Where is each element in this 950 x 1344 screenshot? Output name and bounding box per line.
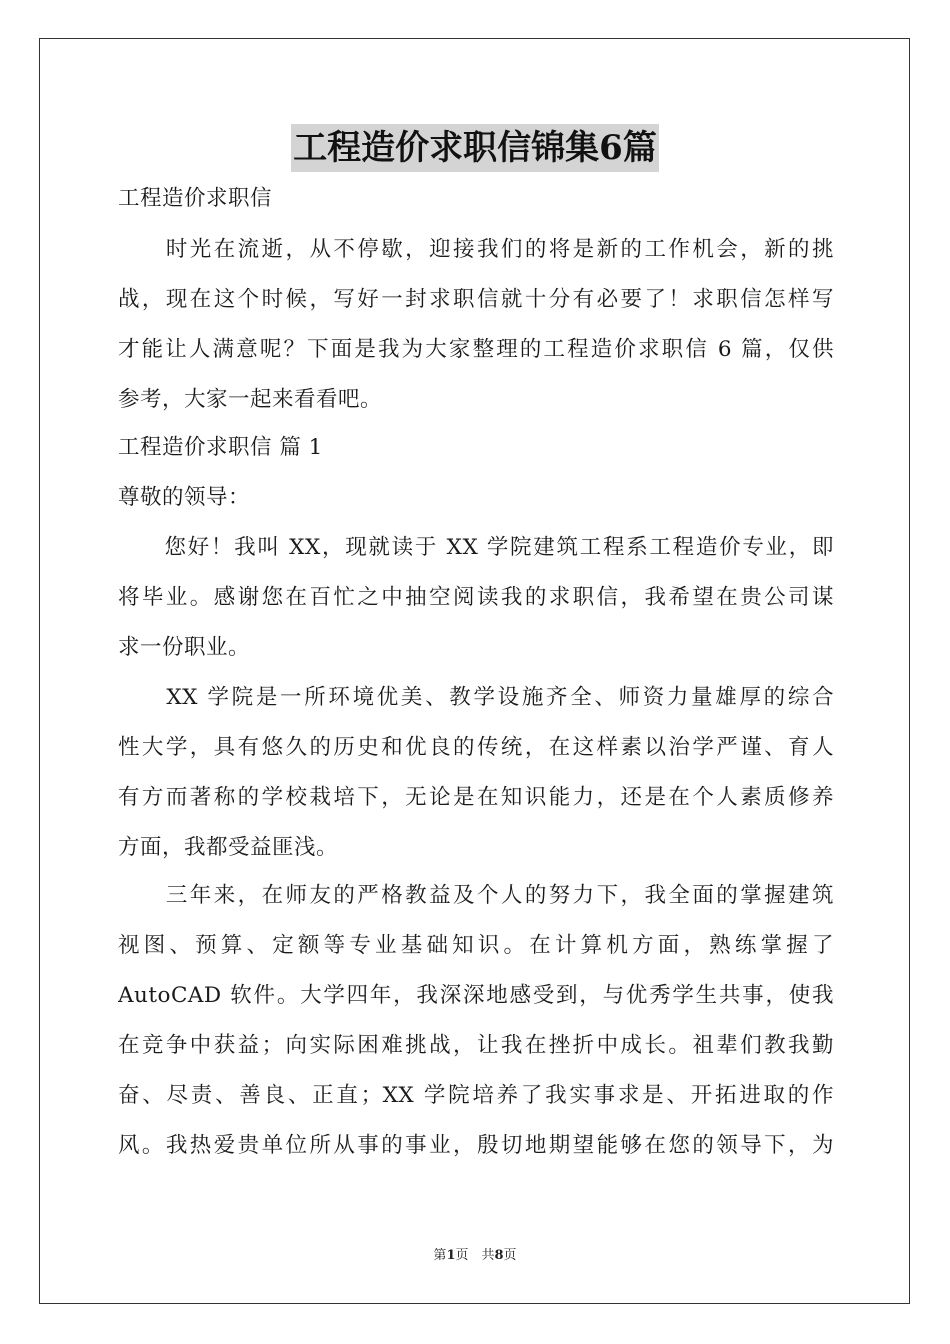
paragraph-line: 性大学，具有悠久的历史和优良的传统，在这样素以治学严谨、育人 — [118, 735, 834, 760]
paragraph-line: 求一份职业。 — [118, 635, 251, 660]
paragraph-line: AutoCAD 软件。大学四年，我深深地感受到，与优秀学生共事，使我 — [118, 983, 834, 1008]
paragraph-line: XX 学院是一所环境优美、教学设施齐全、师资力量雄厚的综合 — [118, 685, 834, 710]
paragraph-line: 在竞争中获益；向实际困难挑战，让我在挫折中成长。祖辈们教我勤 — [118, 1033, 834, 1058]
page-footer — [0, 1247, 950, 1265]
paragraph-line: 方面，我都受益匪浅。 — [118, 835, 339, 860]
page-frame — [39, 38, 910, 1304]
salutation: 尊敬的领导： — [118, 485, 251, 510]
page-mid: 页 共 — [455, 1248, 495, 1263]
paragraph-line: 有方而著称的学校栽培下，无论是在知识能力，还是在个人素质修养 — [118, 785, 834, 810]
section-heading: 工程造价求职信 篇 1 — [118, 435, 323, 460]
paragraph-line: 您好！我叫 XX，现就读于 XX 学院建筑工程系工程造价专业，即 — [118, 535, 834, 560]
paragraph-line: 风。我热爱贵单位所从事的事业，殷切地期望能够在您的领导下，为 — [118, 1133, 834, 1158]
paragraph-line: 时光在流逝，从不停歇，迎接我们的将是新的工作机会，新的挑 — [118, 237, 834, 262]
paragraph-line: 视图、预算、定额等专业基础知识。在计算机方面，熟练掌握了 — [118, 933, 834, 958]
paragraph-line: 参考，大家一起来看看吧。 — [118, 387, 383, 412]
paragraph-line: 才能让人满意呢？下面是我为大家整理的工程造价求职信 6 篇，仅供 — [118, 337, 834, 362]
document-title: 工程造价求职信锦集6篇 — [291, 124, 659, 172]
paragraph-line: 战，现在这个时候，写好一封求职信就十分有必要了！求职信怎样写 — [118, 287, 834, 312]
page-prefix: 第 — [433, 1248, 447, 1263]
page-current: 1 — [446, 1248, 456, 1263]
paragraph-line: 三年来，在师友的严格教益及个人的努力下，我全面的掌握建筑 — [118, 883, 834, 908]
section-heading: 工程造价求职信 — [118, 186, 273, 211]
paragraph-line: 奋、尽责、善良、正直；XX 学院培养了我实事求是、开拓进取的作 — [118, 1083, 834, 1108]
title-wrap — [0, 124, 950, 172]
paragraph-line: 将毕业。感谢您在百忙之中抽空阅读我的求职信，我希望在贵公司谋 — [118, 585, 834, 610]
page-total: 8 — [494, 1248, 504, 1263]
page-suffix: 页 — [503, 1248, 517, 1263]
